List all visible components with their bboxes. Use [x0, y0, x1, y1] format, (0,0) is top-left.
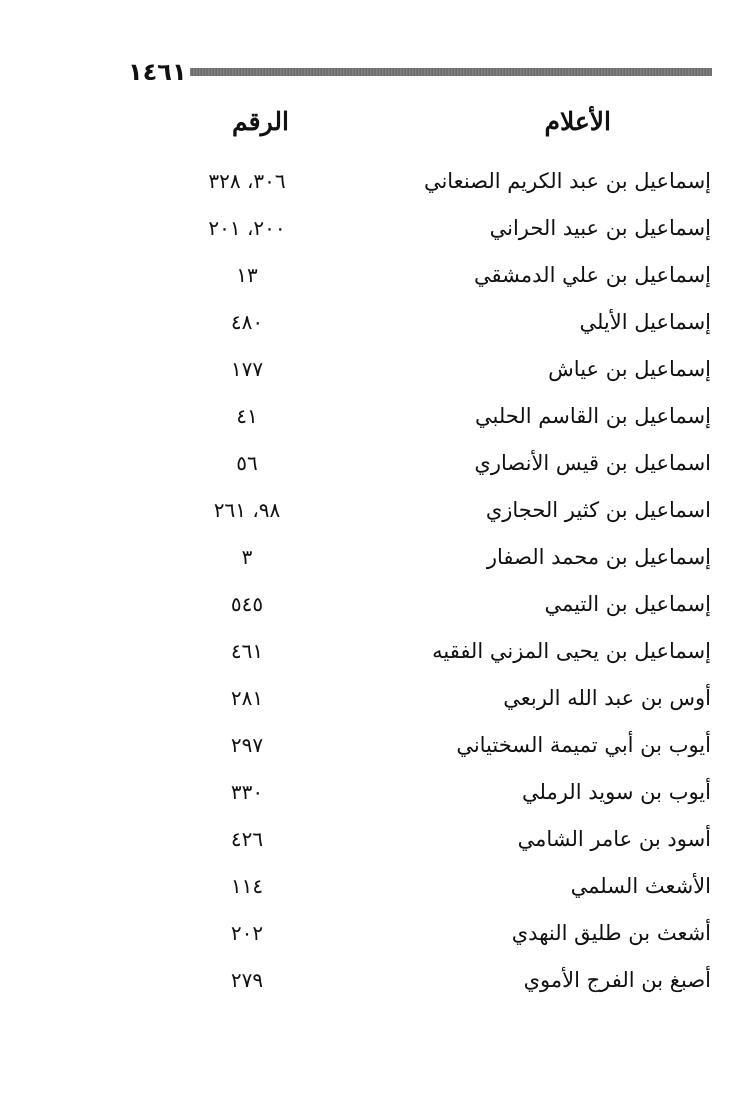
reference-numbers: ٣ [241, 545, 253, 569]
person-name: إسماعيل بن علي الدمشقي [474, 263, 711, 287]
index-row [0, 440, 747, 487]
reference-numbers: ٥٦ [236, 451, 258, 475]
index-row [0, 158, 747, 205]
person-name: الأشعث السلمي [570, 874, 711, 898]
index-row [0, 299, 747, 346]
index-row [0, 252, 747, 299]
reference-numbers: ٤٢٦ [230, 827, 264, 851]
index-row [0, 487, 747, 534]
reference-numbers: ٣٠٦، ٣٢٨ [208, 169, 286, 193]
index-row [0, 581, 747, 628]
reference-numbers: ٢٨١ [230, 686, 264, 710]
reference-numbers: ٢٠٢ [230, 921, 264, 945]
person-name: أيوب بن أبي تميمة السختياني [456, 733, 711, 757]
person-name: إسماعيل بن القاسم الحلبي [474, 404, 711, 428]
person-name: اسماعيل بن كثير الحجازي [485, 498, 711, 522]
person-name: أشعث بن طليق النهدي [511, 921, 711, 945]
person-name: اسماعيل بن قيس الأنصاري [474, 451, 711, 475]
person-name: أسود بن عامر الشامي [517, 827, 711, 851]
numbers-column-heading: الرقم [232, 107, 289, 136]
person-name: إسماعيل بن محمد الصفار [486, 545, 711, 569]
person-name: أوس بن عبد الله الربعي [503, 686, 711, 710]
index-row [0, 628, 747, 675]
person-name: أصبغ بن الفرج الأموي [523, 968, 711, 992]
person-name: أيوب بن سويد الرملي [522, 780, 711, 804]
index-row [0, 534, 747, 581]
person-name: إسماعيل بن عبد الكريم الصنعاني [423, 169, 711, 193]
index-row [0, 910, 747, 957]
reference-numbers: ١٧٧ [230, 357, 264, 381]
reference-numbers: ٩٨، ٢٦١ [213, 498, 281, 522]
index-row [0, 346, 747, 393]
reference-numbers: ٤٦١ [230, 639, 264, 663]
page-number: ١٤٦١ [128, 58, 187, 86]
reference-numbers: ٣٣٠ [230, 780, 264, 804]
reference-numbers: ١٣ [236, 263, 258, 287]
person-name: إسماعيل بن عياش [548, 357, 711, 381]
reference-numbers: ٢٠٠، ٢٠١ [208, 216, 286, 240]
person-name: إسماعيل الأيلي [579, 310, 711, 334]
person-name: إسماعيل بن التيمي [544, 592, 711, 616]
index-row [0, 205, 747, 252]
reference-numbers: ١١٤ [230, 874, 264, 898]
person-name: إسماعيل بن يحيى المزني الفقيه [432, 639, 711, 663]
index-row [0, 957, 747, 1004]
index-row [0, 675, 747, 722]
reference-numbers: ٢٩٧ [230, 733, 264, 757]
index-row [0, 816, 747, 863]
header-rule [190, 68, 712, 76]
names-column-heading: الأعلام [544, 107, 611, 136]
index-list [0, 158, 747, 1004]
index-row [0, 863, 747, 910]
reference-numbers: ٤١ [236, 404, 258, 428]
reference-numbers: ٥٤٥ [230, 592, 264, 616]
index-row [0, 393, 747, 440]
reference-numbers: ٢٧٩ [230, 968, 264, 992]
reference-numbers: ٤٨٠ [230, 310, 264, 334]
person-name: إسماعيل بن عبيد الحراني [489, 216, 711, 240]
index-row [0, 722, 747, 769]
index-row [0, 769, 747, 816]
